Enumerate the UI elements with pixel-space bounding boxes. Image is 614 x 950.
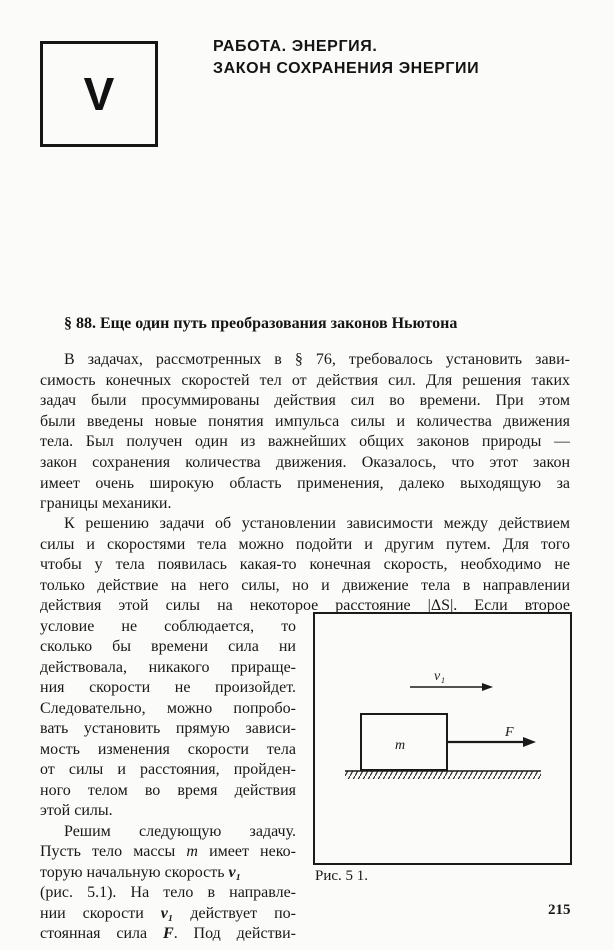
text-line: нии скорости v₁ действует по- (40, 905, 296, 922)
text-line: (рис. 5.1). На тело в направле- (40, 884, 296, 901)
ground-hatching (345, 771, 541, 779)
text-line: действовала, никакого прираще- (40, 659, 296, 676)
text-line: Решим следующую задачу. (64, 823, 296, 840)
text-line: тела. Был получен один из важнейших общих законов природы — (40, 433, 570, 450)
text-line: задач были просуммированы действия сил во времени. При этом (40, 392, 570, 409)
mass-label: m (395, 738, 406, 753)
force-variable: F (163, 925, 174, 942)
velocity-label: v₁ (434, 669, 446, 684)
text-line: торую начальную скорость v₁ (40, 864, 242, 881)
text-line: мость изменения скорости тела (40, 741, 296, 758)
text-line: от силы и расстояния, пройден- (40, 761, 296, 778)
text-line: стоянная сила F. Под действи- (40, 925, 296, 942)
text-line: силы и скоростями тела можно подойти и другим путем. Для того (40, 536, 570, 553)
text-line: были введены новые понятия импульса силы и количества движения (40, 413, 570, 430)
chapter-number-box (40, 41, 158, 147)
force-label: F (505, 725, 514, 740)
text-line: условие не соблюдается, то (40, 618, 296, 635)
text-line: В задачах, рассмотренных в § 76, требовалось установить зави- (64, 351, 570, 368)
text-line: имеет очень широкую область применения, далеко выходящую за (40, 475, 570, 492)
section-heading: § 88. Еще один путь преобразования законов Ньютона (64, 315, 458, 332)
mass-variable: m (186, 843, 198, 860)
text-line: закон сохранения количества движения. Оказалось, что этот закон (40, 454, 570, 471)
chapter-numeral: V (83, 68, 115, 120)
text-line: чтобы у тела появилась какая-то конечная скорость, необходимо не (40, 556, 570, 573)
text-line: вать установить прямую зависи- (40, 720, 296, 737)
figure-5-1 (313, 612, 572, 865)
text-line: границы механики. (40, 495, 172, 512)
text-line: симость конечных скоростей тел от действия сил. Для решения таких (40, 372, 570, 389)
velocity-variable: v₁ (160, 905, 174, 922)
text-line: ного телом во время действия (40, 782, 296, 799)
text-line: только действие на него силы, но и движение тела в направлении (40, 577, 570, 594)
figure-drawing (315, 614, 570, 863)
chapter-title-line-2: ЗАКОН СОХРАНЕНИЯ ЭНЕРГИИ (213, 60, 480, 77)
velocity-variable: v₁ (228, 864, 242, 881)
text-line: сколько бы времени сила ни (40, 638, 296, 655)
velocity-arrowhead (482, 683, 493, 691)
text-line: этой силы. (40, 802, 113, 819)
figure-caption: Рис. 5 1. (315, 868, 369, 884)
text-line: ния скорости не произойдет. (40, 679, 296, 696)
text-line: Следовательно, можно попробо- (40, 700, 296, 717)
chapter-title (213, 36, 479, 80)
text-line: действия этой силы на некоторое расстояние |ΔS|. Если второе (40, 597, 570, 614)
text-line: К решению задачи об установлении зависимости между действием (64, 515, 570, 532)
page-number: 215 (548, 902, 571, 918)
text-line: Пусть тело массы m имеет неко- (40, 843, 296, 860)
force-arrowhead (523, 737, 536, 747)
chapter-title-line-1: РАБОТА. ЭНЕРГИЯ. (213, 38, 378, 55)
